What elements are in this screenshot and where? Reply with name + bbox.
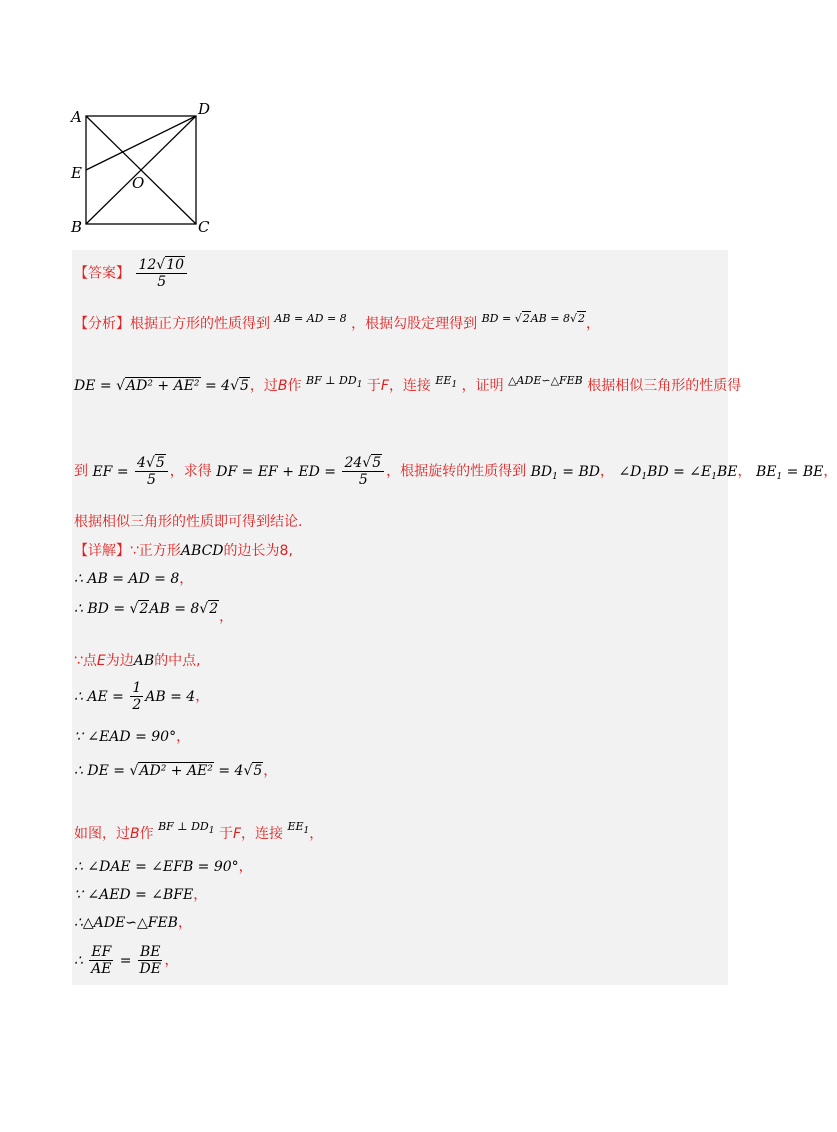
detail-text: ， (263, 763, 278, 779)
detail-text: 的中点, (154, 653, 201, 669)
detail-line-10 (74, 886, 207, 904)
analysis-line-1 (74, 310, 600, 333)
detail-math: ∴ AE = $\frac{1}{2}$ AB = 4 (74, 680, 196, 713)
detail-math: EE1 (287, 820, 310, 836)
detail-line-1 (74, 542, 293, 560)
analysis-line-3 (74, 455, 837, 488)
analysis-text: ，根据勾股定理得到 (351, 316, 478, 332)
detail-math: ABCD (180, 543, 224, 559)
detail-math: ∴ DE = √AD² + AE² = 4√5 (74, 763, 263, 779)
analysis-label: 【分析】 (74, 316, 130, 332)
analysis-text: ，过 (249, 378, 278, 394)
analysis-text: 根据相似三角形的性质得 (587, 378, 742, 394)
analysis-text: ， (823, 463, 837, 480)
analysis-line-4 (74, 513, 302, 531)
answer-label: 【答案】 (74, 265, 130, 282)
detail-text: 为边 (105, 653, 134, 669)
analysis-text: B (277, 378, 288, 394)
detail-text: ， (176, 729, 191, 745)
analysis-math: $BD_1$ = BD (530, 463, 600, 482)
detail-text: ， (309, 826, 324, 842)
answer-radicand: 10 (166, 257, 185, 273)
answer-line (74, 257, 189, 290)
detail-math: ∴△ADE∽△FEB (74, 915, 178, 931)
analysis-math: EE1 (435, 374, 458, 390)
analysis-math: EF = $\frac{4√5}{5}$ (92, 464, 169, 480)
analysis-line-2 (74, 372, 741, 395)
label-c: C (198, 218, 210, 236)
detail-line-12 (74, 944, 178, 977)
detail-text: ， (179, 571, 194, 587)
detail-text: B (130, 826, 140, 842)
detail-line-4 (74, 652, 201, 670)
analysis-text: ， (585, 316, 600, 332)
answer-num-coef: 12 (138, 257, 157, 273)
analysis-text: 作 (287, 378, 302, 394)
analysis-math: △ADE∽△FEB (508, 374, 583, 387)
analysis-text: 根据正方形的性质得到 (130, 316, 270, 332)
detail-line-5 (74, 680, 209, 713)
detail-label: 【详解】 (74, 543, 130, 559)
detail-text: ， (238, 859, 253, 875)
analysis-math: $BE_1$ = BE (755, 463, 824, 482)
detail-math: AB (133, 653, 155, 669)
detail-line-9 (74, 858, 253, 876)
analysis-math: DE = √AD² + AE² = 4√5 (74, 378, 249, 394)
detail-text: 作 (139, 826, 154, 842)
answer-fraction: $\frac{12√10}{5}$ (136, 257, 187, 290)
detail-line-8 (74, 818, 323, 843)
analysis-text: 到 (74, 463, 88, 480)
label-o: O (132, 174, 145, 192)
analysis-math: BD = √2AB = 8√2 (481, 312, 585, 325)
analysis-text: ，根据旋转的性质得到 (386, 463, 527, 480)
detail-text: 如图，过 (74, 826, 130, 842)
detail-line-11 (74, 914, 192, 932)
segment-ed (86, 116, 196, 170)
label-d: D (198, 100, 211, 118)
detail-text: ， (164, 952, 179, 969)
detail-line-7 (74, 762, 277, 780)
analysis-text: ，连接 (388, 378, 431, 394)
detail-text: ∵点 (74, 653, 97, 669)
analysis-text: 根据相似三角形的性质即可得到结论. (74, 514, 303, 530)
analysis-math: BF ⊥ DD1 (305, 374, 363, 390)
detail-line-6 (74, 728, 190, 746)
detail-math: ∵ ∠EAD = 90° (74, 729, 177, 745)
square-figure (66, 98, 226, 238)
detail-math: ∴ ∠DAE = ∠EFB = 90° (74, 859, 239, 875)
detail-text: ， (195, 688, 210, 705)
analysis-text: 于 (366, 378, 381, 394)
label-e: E (71, 164, 82, 182)
analysis-text: ，求得 (169, 463, 212, 480)
analysis-text: ，证明 (461, 378, 504, 394)
detail-text: F (232, 826, 242, 842)
detail-line-3 (74, 600, 233, 626)
analysis-math: AB = AD = 8 (274, 312, 347, 325)
detail-text: 于 (218, 826, 233, 842)
detail-text: ∵正方形 (130, 543, 181, 559)
detail-text: ，连接 (241, 826, 284, 842)
analysis-text: ， (737, 463, 752, 480)
analysis-math: $\angle D_1BD$ = $\angle E_1BE$ (618, 463, 738, 482)
detail-text: E (96, 653, 106, 669)
answer-den: 5 (157, 274, 167, 290)
detail-math: ∴ BD = √2AB = 8√2 (74, 601, 219, 617)
detail-text: 的边长为8, (223, 543, 293, 559)
analysis-math: DF = EF + ED = $\frac{24√5}{5}$ (216, 464, 386, 480)
detail-line-2 (74, 570, 193, 588)
detail-text: ， (193, 887, 208, 903)
detail-text: ， (177, 915, 192, 931)
label-a: A (71, 108, 82, 126)
label-b: B (71, 218, 83, 236)
detail-math: ∴ AB = AD = 8 (74, 571, 180, 587)
analysis-text: ， (600, 463, 614, 480)
detail-math: ∴ $\frac{EF}{AE}$ = $\frac{BE}{DE}$ (74, 944, 161, 977)
detail-math: BF ⊥ DD1 (158, 820, 215, 836)
analysis-text: F (380, 378, 389, 394)
detail-text: ， (219, 609, 234, 625)
detail-math: ∵ ∠AED = ∠BFE (74, 887, 194, 903)
